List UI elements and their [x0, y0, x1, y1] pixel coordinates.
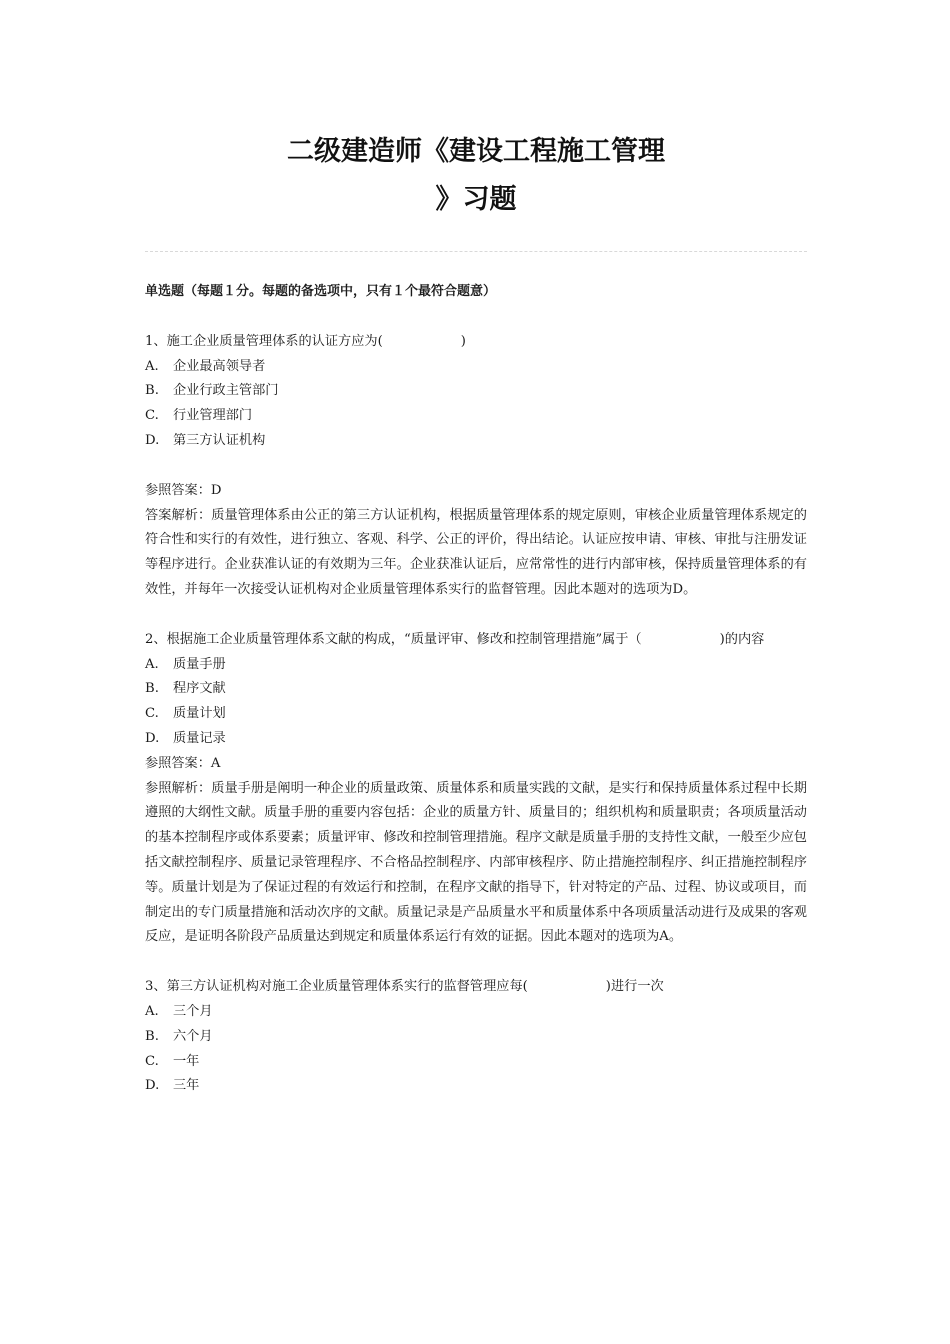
option-letter: A. — [145, 1003, 159, 1019]
answer-analysis: 参照解析：质量手册是阐明一种企业的质量政策、质量体系和质量实践的文献，是实行和保持质量体系过程中长期遵照的大纲性文献。质量手册的重要内容包括：企业的质量方针、质量目的；组织机构和质量职责；各项质量活动的基本控制程序或体系要素；质量评审、修改和控制管理措施。程序文献是质量手册的支持性文献，一般至少应包括文献控制程序、质量记录管理程序、不合格品控制程序、内部审核程序、防止措施控制程序、纠正措施控制程序等。质量计划是为了保证过程的有效运行和控制，在程序文献的指导下，针对特定的产品、过程、协议或项目，而制定出的专门质量措施和活动次序的文献。质量记录是产品质量水平和质量体系中各项质量活动进行及成果的客观反应，是证明各阶段产品质量达到规定和质量体系运行有效的证据。因此本题对的选项为A。 — [145, 780, 807, 945]
option-letter: C. — [145, 408, 159, 424]
option-text: 质量记录 — [173, 730, 226, 746]
option-letter: B. — [145, 1028, 159, 1044]
option-a — [145, 355, 807, 380]
option-letter: D. — [145, 730, 160, 746]
question-stem — [145, 330, 807, 355]
option-a — [145, 1000, 807, 1025]
option-text: 三个月 — [173, 1003, 213, 1019]
option-text: 三年 — [173, 1078, 200, 1094]
question-stem-text: 3、第三方认证机构对施工企业质量管理体系实行的监督管理应每( — [145, 979, 528, 995]
option-d — [145, 429, 807, 454]
title-line-1: 二级建造师《建设工程施工管理 — [287, 136, 665, 167]
question-1 — [145, 330, 807, 603]
answer-analysis: 答案解析：质量管理体系由公正的第三方认证机构，根据质量管理体系的规定原则，审核企业质量管理体系规定的符合性和实行的有效性，进行独立、客观、科学、公正的评价，得出结论。认证应按申请、审核、审批与注册发证等程序进行。企业获准认证的有效期为三年。企业获准认证后，应常常性的进行内部审核，保持质量管理体系的有效性，并每年一次接受认证机构对企业质量管理体系实行的监督管理。因此本题对的选项为D。 — [145, 507, 807, 597]
option-c — [145, 702, 807, 727]
option-letter: D. — [145, 1078, 160, 1094]
title-line-2: 》习题 — [435, 184, 517, 215]
spacer — [145, 950, 807, 975]
option-letter: B. — [145, 383, 159, 399]
spacer — [145, 603, 807, 628]
option-text: 质量手册 — [173, 656, 226, 672]
option-text: 企业行政主管部门 — [173, 383, 279, 399]
option-d — [145, 1074, 807, 1099]
document-body — [145, 280, 807, 1099]
option-c — [145, 1050, 807, 1075]
option-b — [145, 1025, 807, 1050]
option-a — [145, 653, 807, 678]
option-text: 企业最高领导者 — [173, 358, 266, 374]
option-d — [145, 727, 807, 752]
option-letter: D. — [145, 432, 160, 448]
question-2 — [145, 628, 807, 950]
section-heading: 单选题（每题１分。每题的备选项中，只有１个最符合题意） — [145, 284, 497, 299]
question-stem-text: 2、根据施工企业质量管理体系文献的构成，“质量评审、修改和控制管理措施”属于（ — [145, 631, 642, 647]
option-letter: A. — [145, 358, 159, 374]
title-divider — [145, 251, 807, 252]
option-b — [145, 677, 807, 702]
option-text: 六个月 — [173, 1028, 213, 1044]
option-text: 行业管理部门 — [173, 408, 253, 424]
option-text: 第三方认证机构 — [173, 432, 266, 448]
question-3 — [145, 975, 807, 1099]
option-letter: C. — [145, 706, 159, 722]
option-text: 一年 — [173, 1053, 200, 1069]
option-letter: B. — [145, 681, 159, 697]
reference-answer: 参照答案：D — [145, 482, 222, 498]
question-stem-end: )进行一次 — [605, 979, 664, 995]
question-stem-end: )的内容 — [719, 631, 765, 647]
reference-answer: 参照答案：A — [145, 755, 221, 771]
spacer — [145, 454, 807, 479]
option-c — [145, 404, 807, 429]
question-stem-text: 1、施工企业质量管理体系的认证方应为( — [145, 333, 383, 349]
question-stem — [145, 628, 807, 653]
option-text: 质量计划 — [173, 706, 226, 722]
document-title — [145, 128, 807, 224]
option-b — [145, 379, 807, 404]
question-stem-end: ) — [460, 333, 466, 349]
question-stem — [145, 975, 807, 1000]
option-letter: C. — [145, 1053, 159, 1069]
option-text: 程序文献 — [173, 681, 226, 697]
option-letter: A. — [145, 656, 159, 672]
